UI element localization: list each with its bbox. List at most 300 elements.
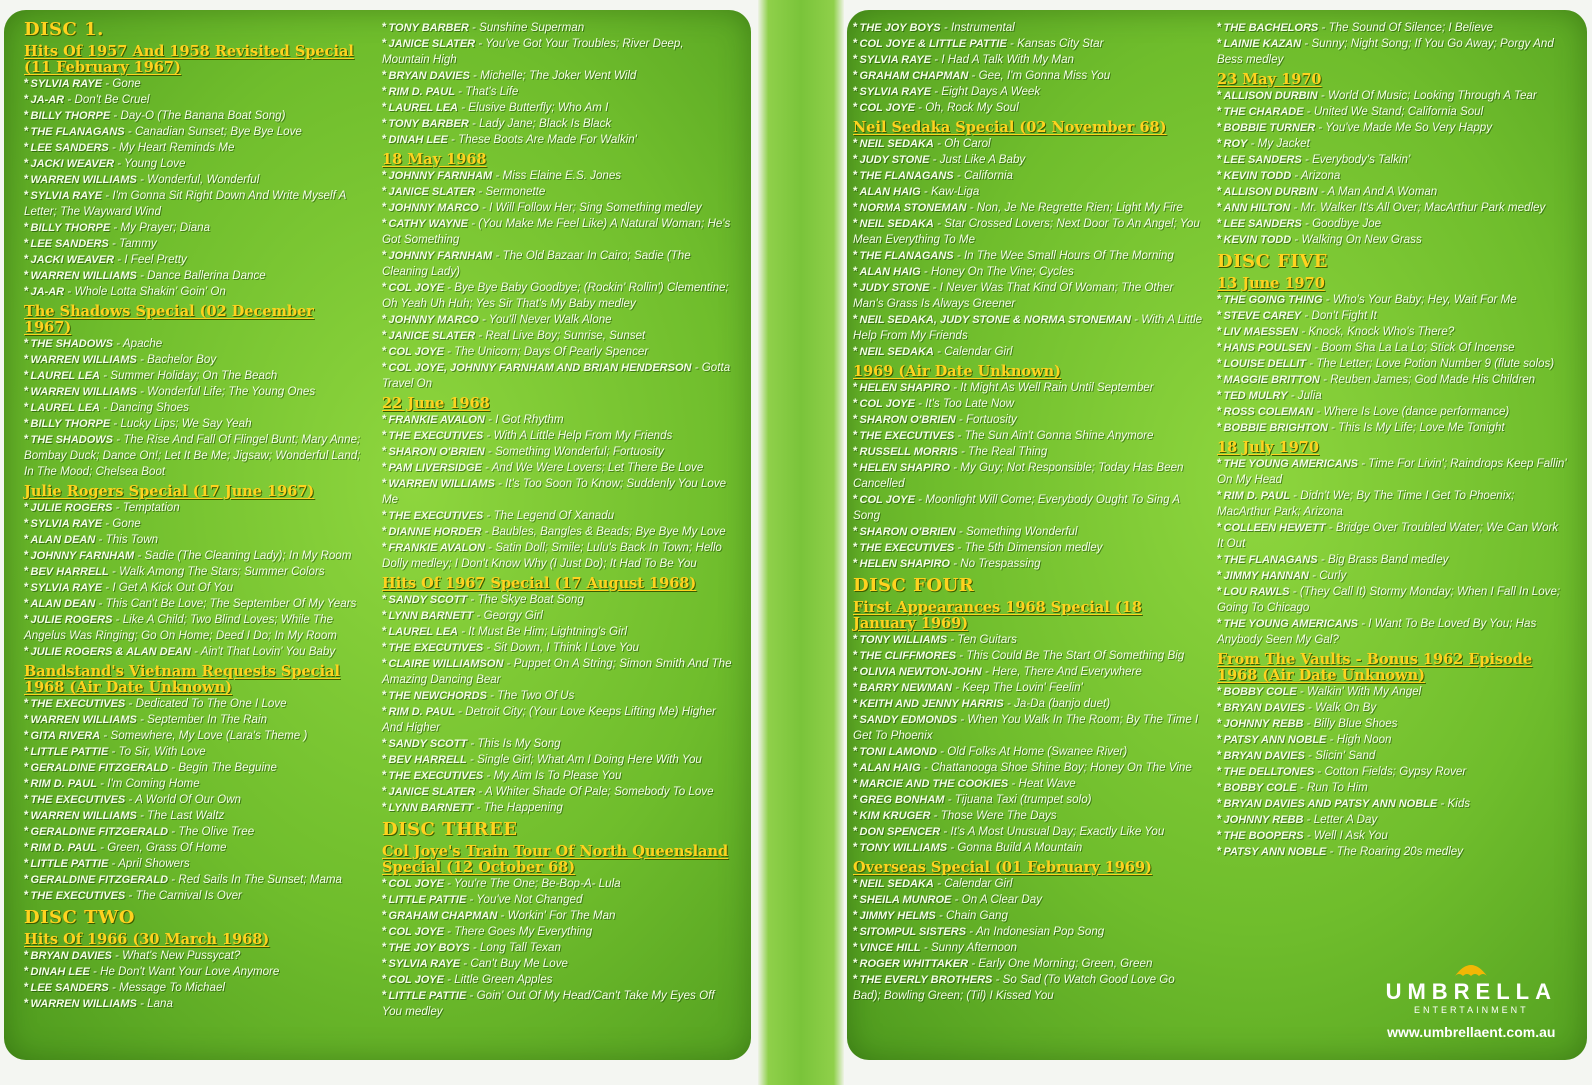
- artist-name: THE EXECUTIVES: [388, 510, 484, 522]
- disc-heading-section: [24, 908, 364, 928]
- artist-name: VINCE HILL: [859, 942, 921, 954]
- artist-name: SHARON O'BRIEN: [388, 446, 485, 458]
- separator: -: [929, 153, 940, 166]
- separator: -: [110, 417, 121, 430]
- separator: -: [484, 541, 496, 554]
- song-title: The Roaring 20s medley: [1336, 845, 1464, 858]
- section-heading: Neil Sedaka Special (02 November 68): [853, 119, 1167, 136]
- bullet-star: *: [24, 533, 29, 546]
- track-item: [24, 564, 364, 580]
- section-heading: Overseas Special (01 February 1969): [853, 859, 1152, 876]
- bullet-star: *: [853, 137, 858, 150]
- bullet-star: *: [1217, 797, 1222, 810]
- bullet-star: *: [853, 909, 858, 922]
- separator: -: [108, 857, 119, 870]
- song-title: Summer Holiday; On The Beach: [110, 369, 278, 382]
- artist-name: THE EXECUTIVES: [30, 890, 126, 902]
- bullet-star: *: [853, 793, 858, 806]
- song-title: You've Not Changed: [476, 893, 583, 906]
- separator: -: [968, 69, 979, 82]
- disc-heading-section: [24, 20, 364, 40]
- song-title: Bachelor Boy: [147, 353, 217, 366]
- track-item: [382, 84, 734, 100]
- bullet-star: *: [24, 857, 29, 870]
- track-item: [1217, 780, 1567, 796]
- section-heading: 22 June 1968: [382, 395, 490, 412]
- bullet-star: *: [24, 93, 29, 106]
- artist-name: NORMA STONEMAN: [859, 202, 967, 214]
- song-title: Lady Jane; Black Is Black: [479, 117, 612, 130]
- separator: -: [112, 613, 123, 626]
- bullet-star: *: [853, 493, 858, 506]
- artist-name: COL JOYE: [859, 398, 915, 410]
- bullet-star: *: [382, 769, 387, 782]
- separator: -: [933, 217, 945, 230]
- artist-name: WARREN WILLIAMS: [30, 810, 137, 822]
- track-item: [24, 696, 364, 712]
- tracklist-section: [853, 120, 1203, 360]
- track-item: [24, 644, 364, 660]
- bullet-star: *: [24, 965, 29, 978]
- artist-name: RUSSELL MORRIS: [859, 446, 958, 458]
- separator: -: [111, 949, 123, 962]
- artist-name: JA-AR: [30, 286, 65, 298]
- separator: -: [1291, 169, 1302, 182]
- track-item: [382, 100, 734, 116]
- track-item: [853, 524, 1203, 540]
- song-title: When You Walk In The Room; By The Time I Get To Phoenix: [853, 713, 1199, 742]
- artist-name: DIANNE HORDER: [388, 526, 482, 538]
- artist-name: PATSY ANN NOBLE: [1223, 846, 1327, 858]
- bullet-star: *: [853, 201, 858, 214]
- artist-name: JOHNNY MARCO: [388, 314, 479, 326]
- separator: -: [468, 117, 480, 130]
- tracklist-section: [382, 20, 734, 148]
- artist-name: HELEN SHAPIRO: [859, 382, 950, 394]
- bullet-star: *: [853, 649, 858, 662]
- track-item: [853, 20, 1203, 36]
- artist-name: JULIE ROGERS: [30, 614, 113, 626]
- song-title: Workin' For The Man: [507, 909, 616, 922]
- song-title: Puppet On A String; Simon Smith And The Amazing Dancing Bear: [382, 657, 732, 686]
- track-item: [853, 808, 1203, 824]
- separator: -: [483, 509, 494, 522]
- track-item: [24, 776, 364, 792]
- track-item: [24, 252, 364, 268]
- bullet-star: *: [853, 761, 858, 774]
- bullet-star: *: [1217, 717, 1222, 730]
- bullet-star: *: [853, 681, 858, 694]
- track-item: [382, 508, 734, 524]
- bullet-star: *: [1217, 373, 1222, 386]
- section-heading: The Shadows Special (02 December 1967): [24, 303, 314, 336]
- bullet-star: *: [853, 281, 858, 294]
- separator: -: [483, 769, 494, 782]
- bullet-star: *: [853, 541, 858, 554]
- track-item: [1217, 372, 1567, 388]
- song-title: Bye Bye Baby Goodbye; (Rockin' Rollin') Clementine; Oh Yeah Uh Huh; Yes Sir That's My Baby medley: [382, 281, 729, 310]
- bullet-star: *: [853, 525, 858, 538]
- artist-name: JULIE ROGERS: [30, 502, 113, 514]
- bullet-star: *: [24, 269, 29, 282]
- song-title: (They Call It) Stormy Monday; When I Fall In Love; Going To Chicago: [1217, 585, 1561, 614]
- artist-name: GREG BONHAM: [859, 794, 945, 806]
- song-title: April Showers: [118, 857, 190, 870]
- track-item: [24, 996, 364, 1012]
- bullet-star: *: [853, 69, 858, 82]
- artist-name: FRANKIE AVALON: [388, 414, 485, 426]
- separator: -: [992, 973, 1003, 986]
- artist-name: LAUREL LEA: [388, 626, 458, 638]
- separator: -: [920, 185, 931, 198]
- song-title: Everybody's Talkin': [1312, 153, 1411, 166]
- song-title: My Heart Reminds Me: [119, 141, 235, 154]
- track-item: [853, 632, 1203, 648]
- disc-title: DISC 1.: [24, 19, 104, 40]
- artist-name: JOHNNY FARNHAM: [30, 550, 135, 562]
- track-item: [853, 280, 1203, 312]
- artist-name: SITOMPUL SISTERS: [859, 926, 967, 938]
- track-item: [853, 760, 1203, 776]
- artist-name: LYNN BARNETT: [388, 802, 474, 814]
- artist-name: NEIL SEDAKA: [859, 346, 934, 358]
- separator: -: [952, 681, 963, 694]
- separator: -: [99, 401, 111, 414]
- bullet-star: *: [853, 745, 858, 758]
- song-title: I Feel Pretty: [124, 253, 187, 266]
- track-item: [382, 444, 734, 460]
- track-item: [24, 92, 364, 108]
- song-title: Walking On New Grass: [1301, 233, 1422, 246]
- separator: -: [134, 549, 145, 562]
- bullet-star: *: [24, 173, 29, 186]
- separator: -: [933, 877, 945, 890]
- song-title: Goin' Out Of My Head/Can't Take My Eyes Off You medley: [382, 989, 715, 1018]
- column-right-2: [1217, 20, 1567, 864]
- bullet-star: *: [382, 737, 387, 750]
- track-item: [24, 384, 364, 400]
- track-item: [853, 184, 1203, 200]
- song-title: Goodbye Joe: [1312, 217, 1382, 230]
- bullet-star: *: [382, 957, 387, 970]
- track-item: [24, 532, 364, 548]
- bullet-star: *: [382, 69, 387, 82]
- song-title: You're The One; Be-Bop-A- Lula: [454, 877, 621, 890]
- bullet-star: *: [1217, 585, 1222, 598]
- separator: -: [1301, 153, 1313, 166]
- bullet-star: *: [24, 645, 29, 658]
- separator: -: [931, 53, 942, 66]
- bullet-star: *: [24, 353, 29, 366]
- artist-name: HELEN SHAPIRO: [859, 558, 950, 570]
- artist-name: JOHNNY REBB: [1223, 814, 1304, 826]
- track-item: [382, 312, 734, 328]
- separator: -: [929, 281, 940, 294]
- separator: -: [168, 761, 179, 774]
- track-item: [1217, 796, 1567, 812]
- separator: -: [955, 525, 966, 538]
- artist-name: SHARON O'BRIEN: [859, 526, 956, 538]
- artist-name: RIM D. PAUL: [1223, 490, 1290, 502]
- separator: -: [89, 965, 101, 978]
- track-item: [853, 792, 1203, 808]
- bullet-star: *: [382, 461, 387, 474]
- song-title: The Real Thing: [968, 445, 1048, 458]
- song-title: Somewhere, My Love (Lara's Theme ): [110, 729, 308, 742]
- separator: -: [168, 825, 179, 838]
- artist-name: WARREN WILLIAMS: [388, 478, 495, 490]
- song-title: It's Too Soon To Know; Suddenly You Love Me: [382, 477, 727, 506]
- bullet-star: *: [1217, 813, 1222, 826]
- separator: -: [443, 345, 455, 358]
- song-title: Moonlight Will Come; Everybody Ought To Sing A Song: [853, 493, 1180, 522]
- track-item: [1217, 812, 1567, 828]
- artist-name: STEVE CAREY: [1223, 310, 1302, 322]
- bullet-star: *: [24, 729, 29, 742]
- track-item: [382, 688, 734, 704]
- separator: -: [102, 77, 113, 90]
- separator: -: [940, 825, 951, 838]
- artist-name: BOBBY COLE: [1223, 782, 1297, 794]
- artist-name: GERALDINE FITZGERALD: [30, 762, 169, 774]
- bullet-star: *: [1217, 37, 1222, 50]
- song-title: I Get A Kick Out Of You: [112, 581, 234, 594]
- bullet-star: *: [382, 541, 387, 554]
- track-item: [24, 548, 364, 564]
- separator: -: [114, 157, 125, 170]
- song-title: Star Crossed Lovers; Next Door To An Angel; You Mean Everything To Me: [853, 217, 1200, 246]
- bullet-star: *: [853, 893, 858, 906]
- track-item: [1217, 20, 1567, 36]
- artist-name: LITTLE PATTIE: [388, 894, 467, 906]
- song-title: Michelle; The Joker Went Wild: [480, 69, 637, 82]
- track-item: [1217, 732, 1567, 748]
- separator: -: [1326, 845, 1337, 858]
- bullet-star: *: [24, 285, 29, 298]
- track-item: [382, 360, 734, 392]
- song-title: Don't Fight It: [1311, 309, 1377, 322]
- track-item: [1217, 844, 1567, 860]
- separator: -: [473, 609, 484, 622]
- bullet-star: *: [382, 313, 387, 326]
- artist-name: JIMMY HANNAN: [1223, 570, 1309, 582]
- bullet-star: *: [853, 925, 858, 938]
- track-item: [1217, 568, 1567, 584]
- song-title: It Must Be Him; Lightning's Girl: [468, 625, 628, 638]
- separator: -: [914, 493, 926, 506]
- artist-name: COL JOYE, JOHNNY FARNHAM AND BRIAN HENDERSON: [388, 362, 692, 374]
- bullet-star: *: [1217, 121, 1222, 134]
- song-title: Heat Wave: [1018, 777, 1076, 790]
- song-title: (You Make Me Feel Like) A Natural Woman; He's Got Something: [382, 217, 731, 246]
- separator: -: [1313, 405, 1324, 418]
- bullet-star: *: [853, 345, 858, 358]
- artist-name: DON SPENCER: [859, 826, 941, 838]
- artist-name: LEE SANDERS: [1223, 218, 1302, 230]
- track-item: [853, 648, 1203, 664]
- song-title: Kansas City Star: [1017, 37, 1104, 50]
- artist-name: THE NEWCHORDS: [388, 690, 487, 702]
- separator: -: [475, 785, 485, 798]
- bullet-star: *: [382, 641, 387, 654]
- track-item: [382, 924, 734, 940]
- artist-name: WARREN WILLIAMS: [30, 998, 137, 1010]
- song-title: My Jacket: [1257, 137, 1310, 150]
- separator: -: [457, 625, 469, 638]
- artist-name: THE BACHELORS: [1223, 22, 1319, 34]
- separator: -: [112, 501, 123, 514]
- song-title: Apache: [122, 337, 163, 350]
- song-title: Young Love: [124, 157, 186, 170]
- separator: -: [1315, 121, 1326, 134]
- artist-name: ALAN HAIG: [859, 762, 921, 774]
- bullet-star: *: [24, 873, 29, 886]
- song-title: It's A Most Unusual Day; Exactly Like You: [950, 825, 1165, 838]
- track-item: [24, 948, 364, 964]
- separator: -: [478, 201, 490, 214]
- track-item: [1217, 828, 1567, 844]
- bullet-star: *: [382, 509, 387, 522]
- song-title: Baubles, Bangles & Beads; Bye Bye My Love: [491, 525, 726, 538]
- separator: -: [136, 353, 148, 366]
- artist-name: BRYAN DAVIES: [1223, 702, 1305, 714]
- song-title: Walkin' With My Angel: [1306, 685, 1422, 698]
- bullet-star: *: [853, 825, 858, 838]
- track-item: [1217, 356, 1567, 372]
- bullet-star: *: [24, 369, 29, 382]
- bullet-star: *: [24, 253, 29, 266]
- song-title: So Sad (To Watch Good Love Go Bad); Bowling Green; (Til) I Kissed You: [853, 973, 1175, 1002]
- artist-name: JANICE SLATER: [388, 330, 476, 342]
- separator: -: [136, 809, 148, 822]
- separator: -: [920, 941, 931, 954]
- artist-name: THE EXECUTIVES: [859, 430, 955, 442]
- separator: -: [1303, 717, 1314, 730]
- song-title: Lucky Lips; We Say Yeah: [120, 417, 252, 430]
- artist-name: LOUISE DELLIT: [1223, 358, 1307, 370]
- separator: -: [1296, 781, 1307, 794]
- track-item: [1217, 552, 1567, 568]
- umbrella-icon: [1454, 960, 1488, 978]
- bullet-star: *: [382, 593, 387, 606]
- song-title: Ain't That Lovin' You Baby: [200, 645, 336, 658]
- song-title: Message To Michael: [119, 981, 225, 994]
- separator: -: [1006, 37, 1018, 50]
- separator: -: [1308, 569, 1320, 582]
- bullet-star: *: [853, 249, 858, 262]
- song-title: Boom Sha La La Lo; Stick Of Incense: [1321, 341, 1515, 354]
- separator: -: [113, 337, 123, 350]
- track-item: [853, 492, 1203, 524]
- song-title: Elusive Butterfly; Who Am I: [468, 101, 609, 114]
- section-heading: 23 May 1970: [1217, 71, 1322, 88]
- song-title: This Town: [105, 533, 159, 546]
- artist-name: ALAN HAIG: [859, 186, 921, 198]
- track-item: [24, 156, 364, 172]
- artist-name: JACKI WEAVER: [30, 254, 115, 266]
- artist-name: COL JOYE: [388, 974, 444, 986]
- song-title: The Happening: [483, 801, 563, 814]
- bullet-star: *: [24, 841, 29, 854]
- artist-name: ALAN DEAN: [30, 534, 96, 546]
- bullet-star: *: [853, 557, 858, 570]
- song-title: I Never Was That Kind Of Woman; The Other Man's Grass Is Always Greener: [853, 281, 1174, 310]
- bullet-star: *: [1217, 553, 1222, 566]
- separator: -: [1289, 585, 1300, 598]
- song-title: Ten Guitars: [957, 633, 1017, 646]
- track-item: [853, 264, 1203, 280]
- separator: -: [100, 729, 111, 742]
- song-title: Billy Blue Shoes: [1313, 717, 1398, 730]
- artist-name: GERALDINE FITZGERALD: [30, 826, 169, 838]
- song-title: Julia: [1297, 389, 1322, 402]
- track-item: [24, 336, 364, 352]
- bullet-star: *: [1217, 421, 1222, 434]
- artist-name: BRYAN DAVIES AND PATSY ANN NOBLE: [1223, 798, 1438, 810]
- separator: -: [940, 21, 951, 34]
- disc-title: DISC FIVE: [1217, 251, 1329, 272]
- song-title: September In The Rain: [147, 713, 268, 726]
- bullet-star: *: [382, 893, 387, 906]
- artist-name: SYLVIA RAYE: [30, 78, 103, 90]
- track-item: [1217, 584, 1567, 616]
- artist-name: GERALDINE FITZGERALD: [30, 874, 169, 886]
- artist-name: MAGGIE BRITTON: [1223, 374, 1320, 386]
- track-item: [382, 328, 734, 344]
- track-item: [1217, 488, 1567, 520]
- separator: -: [1317, 89, 1328, 102]
- bullet-star: *: [382, 477, 387, 490]
- song-title: The Legend Of Xanadu: [493, 509, 615, 522]
- song-title: Sadie (The Cleaning Lady); In My Room: [144, 549, 352, 562]
- bullet-star: *: [382, 169, 387, 182]
- separator: -: [108, 565, 120, 578]
- song-title: Where Is Love (dance performance): [1323, 405, 1510, 418]
- artist-name: BARRY NEWMAN: [859, 682, 953, 694]
- bullet-star: *: [382, 445, 387, 458]
- song-title: Day-O (The Banana Boat Song): [120, 109, 286, 122]
- separator: -: [481, 461, 492, 474]
- artist-name: TONY BARBER: [388, 22, 469, 34]
- song-title: You'll Never Walk Alone: [488, 313, 612, 326]
- section-heading: 1969 (Air Date Unknown): [853, 363, 1061, 380]
- artist-name: JACKI WEAVER: [30, 158, 115, 170]
- track-item: [853, 248, 1203, 264]
- song-title: And We Were Lovers; Let There Be Love: [491, 461, 704, 474]
- artist-name: LEE SANDERS: [30, 982, 109, 994]
- bullet-star: *: [1217, 185, 1222, 198]
- tracklist-section: [24, 304, 364, 480]
- artist-name: JUDY STONE: [859, 154, 930, 166]
- song-title: Long Tall Texan: [479, 941, 561, 954]
- track-item: [382, 476, 734, 508]
- artist-name: BILLY THORPE: [30, 418, 111, 430]
- bullet-star: *: [853, 85, 858, 98]
- bullet-star: *: [382, 609, 387, 622]
- bullet-star: *: [853, 429, 858, 442]
- bullet-star: *: [853, 53, 858, 66]
- tracklist-section: [1217, 20, 1567, 68]
- track-item: [382, 656, 734, 688]
- song-title: Old Folks At Home (Swanee River): [947, 745, 1128, 758]
- song-title: Run To Him: [1306, 781, 1368, 794]
- section-heading: Col Joye's Train Tour Of North Queensland Special (12 October 68): [382, 843, 729, 876]
- separator: -: [460, 957, 471, 970]
- separator: -: [1291, 233, 1302, 246]
- bullet-star: *: [382, 133, 387, 146]
- bullet-star: *: [24, 889, 29, 902]
- track-item: [24, 888, 364, 904]
